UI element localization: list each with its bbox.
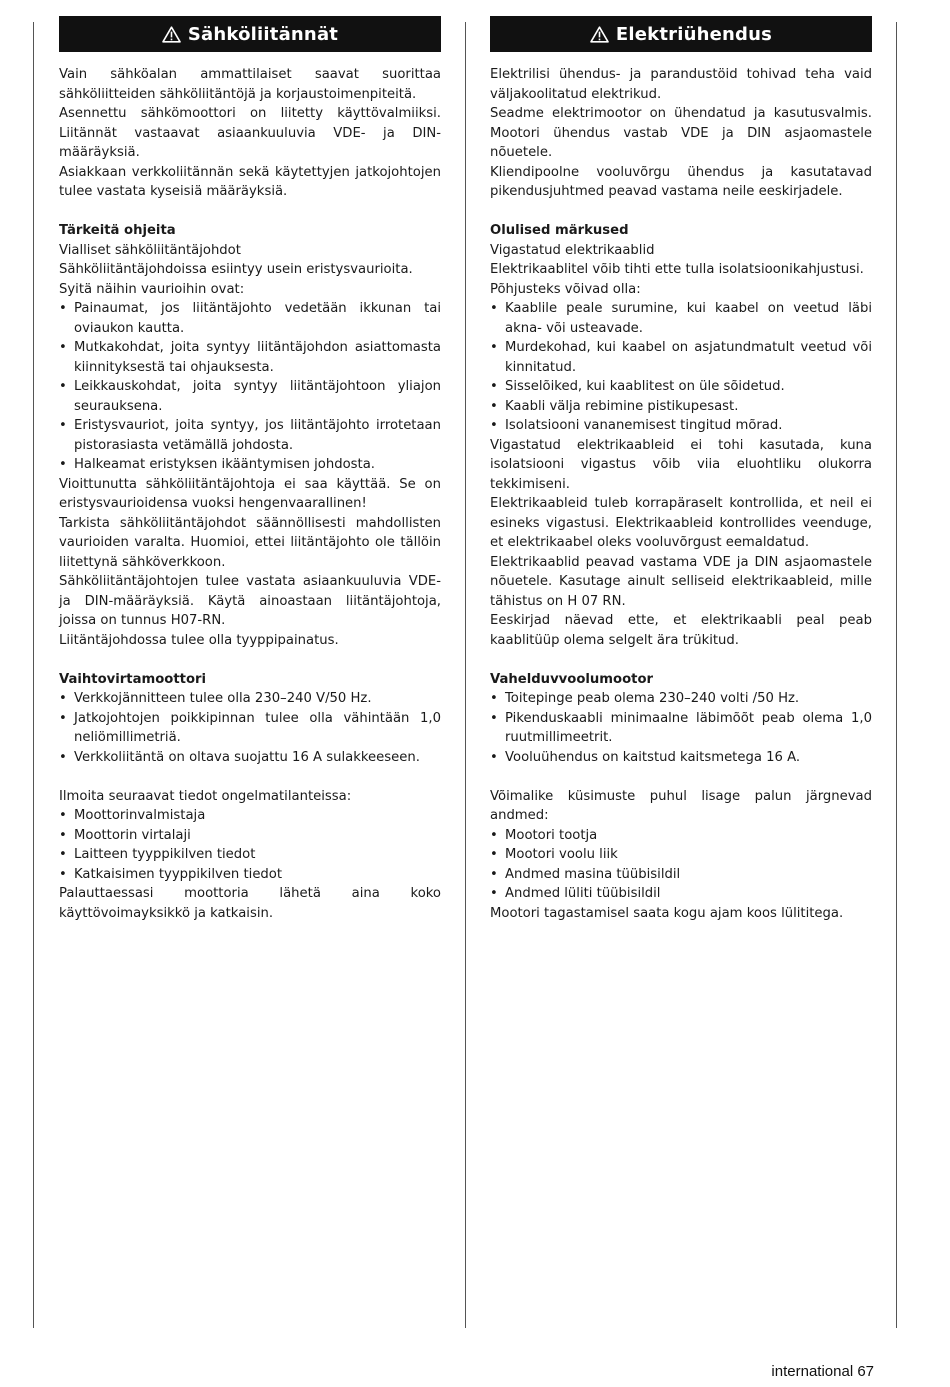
paragraph: Elektrikaablitel võib tihti ette tulla isolatsioonikahjustusi. [490,262,864,277]
list-item: • Kaablile peale surumine, kui kaabel on veetud läbi akna- või usteavade. [490,299,872,338]
paragraph: Syitä näihin vaurioihin ovat: [59,281,245,297]
list-item: • Sisselõiked, kui kaablitest on üle sõidetud. [490,377,872,397]
paragraph: Eeskirjad näevad ette, et elektrikaabli peal peab kaablitüüp olema selgelt ära trükitud. [490,613,872,648]
list-item: • Andmed lüliti tüübisildil [490,884,872,904]
list-item: • Leikkauskohdat, joita syntyy liitäntäjohtoon yliajon seurauksena. [59,377,441,416]
paragraph: Vigastatud elektrikaablid [490,242,655,258]
subheading: Olulised märkused [490,223,629,238]
paragraph: Liitäntäjohdossa tulee olla tyyppipainatus. [59,632,339,648]
section-body [490,65,872,923]
section-title-bar [490,16,872,52]
section-title: Elektriühendus [615,23,773,45]
paragraph: Tarkista sähköliitäntäjohdot säännöllisesti mahdollisten vaurioiden varalta. Huomioi, ettei liitäntäjohto ole tällöin liitettynä sähköverkkoon. [59,515,441,570]
list-item: • Verkkoliitäntä on oltava suojattu 16 A sulakkeeseen. [59,748,441,768]
list-item: • Mootori tootja [490,826,872,846]
list-item: • Andmed masina tüübisildil [490,865,872,885]
paragraph: Asennettu sähkömoottori on liitetty käyttövalmiiksi. Liitännät vastaavat asiaankuuluvia VDE- ja DIN-määräyksiä. [59,106,441,160]
bullet-list [490,826,872,904]
paragraph: Palauttaessasi moottoria lähetä aina koko käyttövoimayksikkö ja katkaisin. [59,886,441,921]
section-title-bar [59,16,441,52]
column-finnish [59,16,441,923]
list-item: • Laitteen tyyppikilven tiedot [59,845,441,865]
list-item: • Mutkakohdat, joita syntyy liitäntäjohdon asiattomasta kiinnityksestä tai ohjauksesta. [59,338,441,377]
page-footer: international 67 [771,1363,874,1380]
paragraph: Vioittunutta sähköliitäntäjohtoja ei saa käyttää. Se on eristysvaurioidensa vuoksi hengenvaarallinen! [59,476,441,511]
section-body [59,65,441,923]
margin-rule-right [896,22,897,1328]
bullet-list [490,299,872,436]
paragraph: Ilmoita seuraavat tiedot ongelmatilanteissa: [59,788,352,804]
list-item: • Murdekohad, kui kaabel on asjatundmatult veetud või kinnitatud. [490,338,872,377]
paragraph: Vialliset sähköliitäntäjohdot [59,242,241,258]
section-title: Sähköliitännät [187,23,339,45]
paragraph: Vain sähköalan ammattilaiset saavat suorittaa sähköliitteiden sähköliitäntöjä ja korjaustoimenpiteitä. [59,67,441,102]
list-item: • Mootori voolu liik [490,845,872,865]
paragraph: Kliendipoolne vooluvõrgu ühendus ja kasutatavad pikendusjuhtmed peavad vastama neile eeskirjadele. [490,164,872,199]
list-item: • Moottorinvalmistaja [59,806,441,826]
paragraph: Mootori tagastamisel saata kogu ajam koos lülititega. [490,905,844,921]
paragraph: Vigastatud elektrikaableid ei tohi kasutada, kuna isolatsiooni vigastus võib viia eluohtliku olukorra tekkimiseni. [490,437,872,492]
list-item: • Moottorin virtalaji [59,826,441,846]
bullet-list [59,806,441,884]
subheading: Tärkeitä ohjeita [59,223,176,238]
bullet-list [490,689,872,767]
list-item: • Jatkojohtojen poikkipinnan tulee olla vähintään 1,0 neliömillimetriä. [59,709,441,748]
list-item: • Painaumat, jos liitäntäjohto vedetään ikkunan tai oviaukon kautta. [59,299,441,338]
column-estonian [490,16,872,923]
warning-triangle-icon [162,26,181,43]
subheading: Vahelduvvoolumootor [490,671,654,687]
margin-rule-left [33,22,34,1328]
paragraph: Võimalike küsimuste puhul lisage palun järgnevad andmed: [490,788,872,823]
paragraph: Elektrikaablid peavad vastama VDE ja DIN asjaomastele nõuetele. Kasutage ainult selliseid elektrikaableid, mille tähistus on H 07 RN. [490,554,872,609]
paragraph: Elektrikaableid tuleb korrapäraselt kontrollida, et neil ei esineks vigastusi. Elektrikaableid kontrollides veenduge, et elektrikaabel oleks vooluvõrgust eemaldatud. [490,496,872,550]
paragraph: Asiakkaan verkkoliitännän sekä käytettyjen jatkojohtojen tulee vastata kyseisiä määräyksiä. [59,164,441,199]
bullet-list [59,689,441,767]
subheading: Vaihtovirtamoottori [59,671,207,687]
list-item: • Toitepinge peab olema 230–240 volti /50 Hz. [490,689,872,709]
warning-triangle-icon [590,26,609,43]
bullet-list [59,299,441,475]
paragraph: Sähköliitäntäjohtojen tulee vastata asiaankuuluvia VDE- ja DIN-määräyksiä. Käytä ainoastaan liitäntäjohtoja, joissa on tunnus H07-RN. [59,574,441,628]
paragraph: Sähköliitäntäjohdoissa esiintyy usein eristysvaurioita. [59,262,413,277]
list-item: • Pikenduskaabli minimaalne läbimõõt peab olema 1,0 ruutmillimeetrit. [490,709,872,748]
list-item: • Vooluühendus on kaitstud kaitsmetega 16 A. [490,748,872,768]
column-divider [465,22,466,1328]
paragraph: Elektrilisi ühendus- ja parandustöid tohivad teha vaid väljakoolitatud elektrikud. [490,67,872,102]
paragraph: Põhjusteks võivad olla: [490,281,641,297]
list-item: • Kaabli välja rebimine pistikupesast. [490,397,872,417]
list-item: • Katkaisimen tyyppikilven tiedot [59,865,441,885]
paragraph: Seadme elektrimootor on ühendatud ja kasutusvalmis. Mootori ühendus vastab VDE ja DIN asjaomastele nõuetele. [490,106,872,160]
list-item: • Eristysvauriot, joita syntyy, jos liitäntäjohto irrotetaan pistorasiasta vetämällä johdosta. [59,416,441,455]
list-item: • Isolatsiooni vananemisest tingitud mõrad. [490,416,872,436]
list-item: • Halkeamat eristyksen ikääntymisen johdosta. [59,455,441,475]
list-item: • Verkkojännitteen tulee olla 230–240 V/50 Hz. [59,689,441,709]
